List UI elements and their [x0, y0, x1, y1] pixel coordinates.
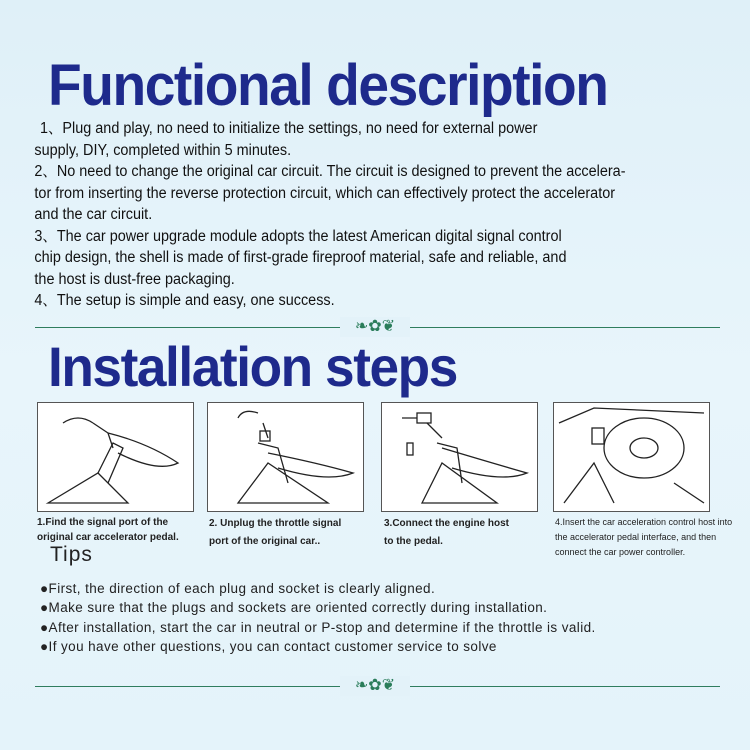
item-2-line1: 2、No need to change the original car circuit. The circuit is designed to prevent the accelera-	[34, 163, 626, 180]
step-3-caption	[384, 515, 554, 551]
tip-3: ●After installation, start the car in neutral or P-stop and determine if the throttle is valid.	[40, 620, 596, 635]
step-4-caption	[555, 515, 750, 560]
functional-list	[34, 118, 691, 312]
step-3-image	[381, 402, 538, 512]
item-1-line1: 1、Plug and play, no need to initialize the settings, no need for external power	[40, 120, 538, 137]
caption-line: original car accelerator pedal.	[37, 532, 179, 543]
step-2-caption	[209, 515, 379, 551]
step-1-image	[37, 402, 194, 512]
item-2-line3: and the car circuit.	[34, 206, 153, 223]
item-2-line2: tor from inserting the reverse protection circuit, which can effectively protect the accelerator	[34, 184, 616, 202]
installation-title: Installation steps	[48, 335, 457, 398]
caption-line: 3.Connect the engine host	[384, 518, 510, 529]
caption-line: port of the original car..	[209, 536, 321, 547]
item-1-line2: supply, DIY, completed within 5 minutes.	[34, 141, 292, 159]
caption-line: to the pedal.	[384, 536, 443, 547]
ornament-icon: ❧✿❦	[340, 676, 410, 696]
caption-line: connect the car power controller.	[555, 547, 686, 557]
caption-line: the accelerator pedal interface, and then	[555, 532, 717, 542]
caption-line: 1.Find the signal port of the	[37, 517, 169, 528]
step-1-caption	[37, 515, 207, 545]
tip-4: ●If you have other questions, you can contact customer service to solve	[40, 639, 497, 654]
caption-line: 2. Unplug the throttle signal	[209, 518, 342, 529]
tip-2: ●Make sure that the plugs and sockets are oriented correctly during installation.	[40, 600, 548, 615]
functional-title: Functional description	[48, 53, 608, 118]
item-3-line1: 3、The car power upgrade module adopts the latest American digital signal control	[34, 227, 562, 245]
item-3-line3: the host is dust-free packaging.	[34, 270, 235, 288]
item-3-line2: chip design, the shell is made of first-grade fireproof material, safe and reliable, and	[34, 249, 567, 266]
caption-line: 4.Insert the car acceleration control host into	[555, 517, 733, 527]
tips-title: Tips	[50, 543, 93, 566]
step-2-image	[207, 402, 364, 512]
tip-1: ●First, the direction of each plug and socket is clearly aligned.	[40, 581, 436, 596]
step-4-image	[553, 402, 710, 512]
ornament-icon: ❧✿❦	[340, 317, 410, 337]
item-4: 4、The setup is simple and easy, one success.	[34, 292, 335, 309]
